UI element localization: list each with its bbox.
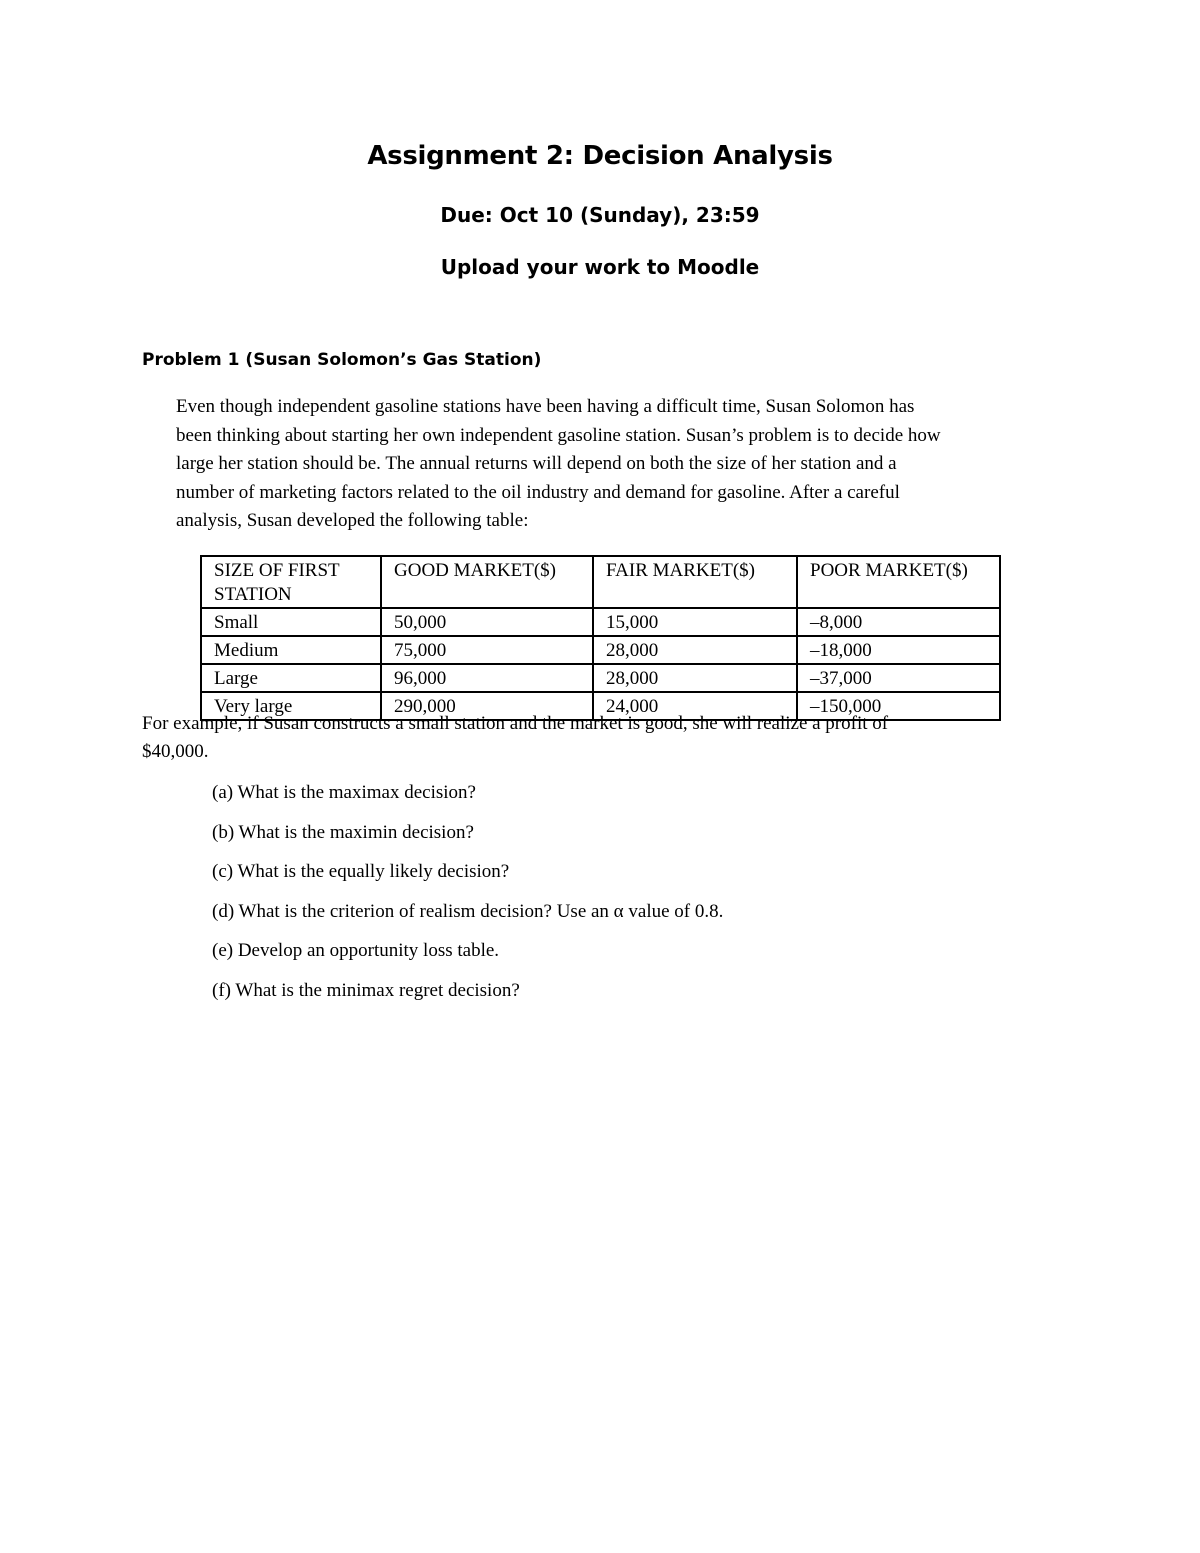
intro-line: analysis, Susan developed the following table: <box>176 510 529 531</box>
intro-line: been thinking about starting her own independent gasoline station. Susan’s problem is to decide how <box>176 424 941 446</box>
table-row <box>201 608 1000 636</box>
payoff-table-container <box>200 555 1001 721</box>
cell-size: Very large <box>201 692 381 720</box>
example-line: For example, if Susan constructs a small station and the market is good, she will realize a profit of <box>142 713 889 734</box>
intro-line: large her station should be. The annual returns will depend on both the size of her station and a <box>176 453 897 474</box>
problem-heading: Problem 1 (Susan Solomon’s Gas Station) <box>142 350 542 370</box>
question-item: (e) Develop an opportunity loss table. <box>212 940 500 962</box>
header-size-line1: SIZE OF FIRST <box>214 560 340 581</box>
upload-instruction: Upload your work to Moodle <box>440 255 760 279</box>
cell-poor: –8,000 <box>797 608 1000 636</box>
header-poor-market: POOR MARKET($) <box>797 556 1000 608</box>
payoff-table <box>200 555 1001 721</box>
header-size <box>201 556 381 608</box>
table-header-row <box>201 556 1000 608</box>
due-date: Due: Oct 10 (Sunday), 23:59 <box>440 203 760 227</box>
cell-poor: –18,000 <box>797 636 1000 664</box>
cell-good: 290,000 <box>381 692 593 720</box>
question-item: (a) What is the maximax decision? <box>212 782 476 803</box>
problem-intro <box>176 393 1056 536</box>
header-fair-market: FAIR MARKET($) <box>593 556 797 608</box>
question-list <box>212 779 723 1017</box>
header-size-line2: STATION <box>214 584 292 605</box>
cell-fair: 28,000 <box>593 636 797 664</box>
cell-size: Small <box>201 608 381 636</box>
table-row <box>201 664 1000 692</box>
cell-size: Medium <box>201 636 381 664</box>
cell-good: 50,000 <box>381 608 593 636</box>
table-row <box>201 636 1000 664</box>
cell-fair: 24,000 <box>593 692 797 720</box>
question-item: (f) What is the minimax regret decision? <box>212 979 520 1001</box>
question-item: (b) What is the maximin decision? <box>212 821 474 843</box>
example-text <box>142 710 1022 766</box>
cell-good: 96,000 <box>381 664 593 692</box>
cell-good: 75,000 <box>381 636 593 664</box>
assignment-title: Assignment 2: Decision Analysis <box>367 141 833 171</box>
intro-line: number of marketing factors related to the oil industry and demand for gasoline. After a careful <box>176 481 900 503</box>
question-item: (c) What is the equally likely decision? <box>212 861 510 883</box>
cell-size: Large <box>201 664 381 692</box>
intro-line: Even though independent gasoline stations have been having a difficult time, Susan Solomon has <box>176 396 915 417</box>
header-good-market: GOOD MARKET($) <box>381 556 593 608</box>
cell-fair: 15,000 <box>593 608 797 636</box>
example-line: $40,000. <box>142 741 209 762</box>
cell-poor: –150,000 <box>797 692 1000 720</box>
cell-fair: 28,000 <box>593 664 797 692</box>
question-item: (d) What is the criterion of realism decision? Use an α value of 0.8. <box>212 900 724 922</box>
cell-poor: –37,000 <box>797 664 1000 692</box>
